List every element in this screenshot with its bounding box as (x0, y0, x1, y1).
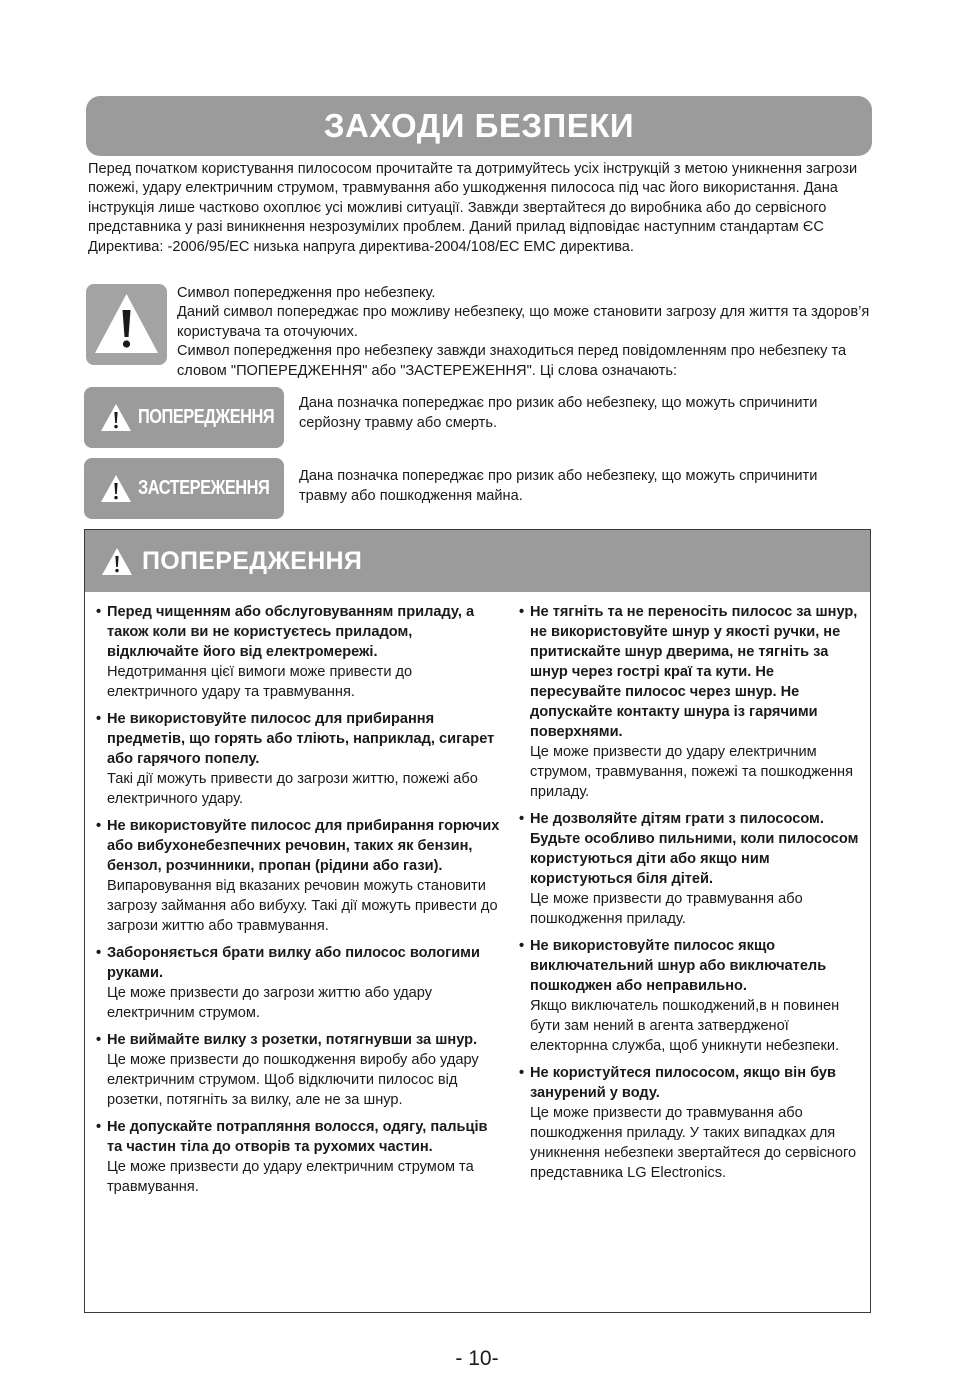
badge-label: ПОПЕРЕДЖЕННЯ (138, 406, 275, 428)
warning-triangle-icon (101, 547, 133, 576)
warning-item-text: Якщо виключатель пошкоджений,в н повинен бути зам нений в агента затвердженої електорнна служба, щоб уникнути небезпеки. (530, 998, 840, 1054)
caution-badge-description: Дана позначка попереджає про ризик або небезпеку, що можуть спричинити травму або пошкодження майна. (299, 468, 818, 504)
symbol-explanation: Символ попередження про небезпеку. Даний символ попереджає про можливу небезпеку, що може становити загрозу для життя та здоров’я користувача та оточуючих. Символ попередження про небезпеку завжди знаходиться перед повідомленням про небезпеку та словом "ПОПЕРЕДЖЕННЯ" або "ЗАСТЕРЕЖЕННЯ". Ці слова означають: (177, 285, 870, 379)
warning-badge (84, 387, 284, 448)
warning-item-heading: Не тягніть та не переносіть пилосос за шнур, не використовуйте шнур у якості ручки, не притискайте шнур дверима, не тягніть за шнур через гострі краї та кути. Не пересувайте пилосос через шнур. Не допускайте контакту шнура із гарячими поверхнями. (530, 604, 858, 740)
bullet: • (96, 818, 102, 834)
badge-label: ЗАСТЕРЕЖЕННЯ (138, 477, 270, 499)
page-title: ЗАХОДИ БЕЗПЕКИ (323, 107, 635, 144)
bullet: • (96, 1032, 102, 1048)
warning-item-text: Випаровування від вказаних речовин можуть становити загрозу займання або вибуху. Такі дії можуть привести до загрози життю або травмування. (107, 878, 498, 934)
intro-paragraph: Перед початком користування пилососом прочитайте та дотримуйтесь усіх інструкцій з метою уникнення загрози пожежі, удару електричним струмом, травмування або ушкодження пилососа під час його використання. Дана інструкція лише частково охоплює усі можливі ситуації. Завжди звертайтеся до виробника або до сервісного представника у разі виникнення незрозумілих проблем. Даний прилад відповідає наступним стандартам ЄС Директива: -2006/95/ЕС низька напруга директива-2004/108/ЕС ЕМС директива. (88, 161, 858, 255)
bullet: • (519, 938, 525, 954)
warning-item (95, 709, 505, 809)
warning-item-text: Це може призвести до загрози життю або удару електричним струмом. (107, 985, 433, 1021)
warning-item-text: Це може призвести до травмування або пошкодження приладу. У таких випадках для уникнення небезпеки звертайтеся до сервісного представника LG Electronics. (530, 1105, 857, 1181)
warning-item-text: Недотримання цієї вимоги може привести до електричного удару та травмування. (107, 664, 413, 700)
warning-item (518, 1063, 863, 1183)
bullet: • (96, 945, 102, 961)
caution-badge (84, 458, 284, 519)
warning-triangle-icon (100, 474, 132, 503)
warning-column-left (95, 602, 505, 1204)
warning-symbol-box (86, 284, 167, 365)
warning-item-heading: Не використовуйте пилосос для прибирання горючих або вибухонебезпечних речовин, таких як бензин, бензол, розчинники, пропан (рідини або гази). (107, 818, 500, 874)
warning-item (518, 936, 863, 1056)
warning-triangle-icon (100, 403, 132, 432)
bullet: • (96, 1119, 102, 1135)
warning-item (95, 1117, 505, 1197)
warning-item-heading: Не використовуйте пилосос якщо виключательний шнур або виключатель пошкоджен або неправильно. (530, 938, 827, 994)
warning-item-text: Це може призвести до удару електричним струмом та травмування. (107, 1159, 474, 1195)
warning-item-heading: Забороняється брати вилку або пилосос вологими руками. (107, 945, 480, 981)
bullet: • (96, 604, 102, 620)
bullet: • (519, 1065, 525, 1081)
warning-item (95, 943, 505, 1023)
warning-item-heading: Не дозволяйте дітям грати з пилососом. Будьте особливо пильними, коли пилососом користуються діти або якщо ним користуються біля дітей. (530, 811, 859, 887)
warning-item-heading: Перед чищенням або обслуговуванням приладу, а також коли ви не користуєтесь приладом, відключайте його від електромережі. (107, 604, 475, 660)
warning-section-header (85, 530, 870, 592)
warning-item (95, 602, 505, 702)
warning-item-heading: Не виймайте вилку з розетки, потягнувши за шнур. (107, 1032, 478, 1048)
warning-item (95, 816, 505, 936)
page-number: - 10- (455, 1347, 499, 1370)
warning-section-heading: ПОПЕРЕДЖЕННЯ (142, 546, 363, 575)
warning-item-heading: Не використовуйте пилосос для прибирання предметів, що горять або тліють, наприклад, сигарет або гарячого попелу. (107, 711, 495, 767)
warning-badge-description: Дана позначка попереджає про ризик або небезпеку, що можуть спричинити серйозну травму або смерть. (299, 395, 818, 431)
title-banner (86, 96, 872, 156)
bullet: • (519, 604, 525, 620)
warning-item (95, 1030, 505, 1110)
warning-section (84, 529, 871, 1313)
warning-item-text: Це може призвести до травмування або пошкодження приладу. (530, 891, 803, 927)
warning-triangle-icon (92, 290, 161, 359)
warning-item-heading: Не користуйтеся пилососом, якщо він був занурений у воду. (530, 1065, 836, 1101)
warning-item (518, 809, 863, 929)
bullet: • (519, 811, 525, 827)
warning-item-text: Це може призвести до пошкодження виробу або удару електричним струмом. Щоб відключити пилосос від розетки, потягніть за вилку, але не за шнур. (107, 1052, 479, 1108)
bullet: • (96, 711, 102, 727)
warning-item (518, 602, 863, 802)
warning-item-heading: Не допускайте потрапляння волосся, одягу, пальців та частин тіла до отворів та рухомих частин. (107, 1119, 488, 1155)
warning-column-right (518, 602, 863, 1190)
warning-item-text: Такі дії можуть привести до загрози життю, пожежі або електричного удару. (107, 771, 478, 807)
warning-item-text: Це може призвести до удару електричним струмом, травмування, пожежі та пошкодження приладу. (530, 744, 854, 800)
